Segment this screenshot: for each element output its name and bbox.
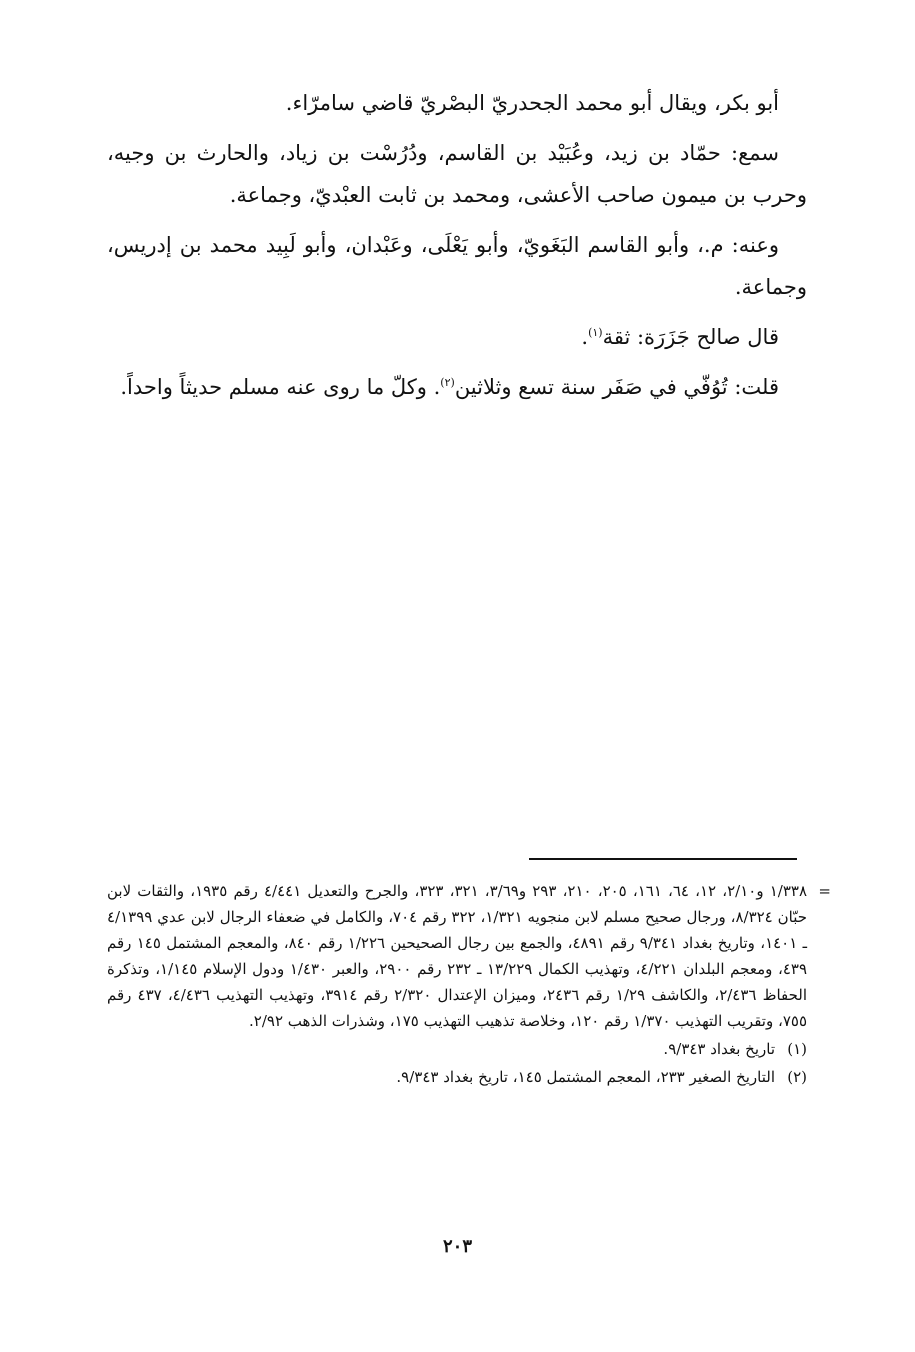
continuation-text: ١/٣٣٨ و٢/١٠، ١٢، ٦٤، ١٦١، ٢٠٥، ٢١٠، ٢٩٣ و٣/٦٩، ٣٢١، ٣٢٣، والجرح والتعديل ٤/٤٤١ رقم ١٩٣٥، والثقات لابن حبّان ٨/٣٢٤، ورجال صحيح مسلم لابن منجويه ١/٣٢١، ٣٢٢ رقم ٧٠٤، والكامل في ضعفاء الرجال لابن عدي ٤/١٣٩٩ ـ ١٤٠١، وتاريخ بغداد ٩/٣٤١ رقم ٤٨٩١، والجمع بين رجال الصحيحين ١/٢٢٦ رقم ٨٤٠، والمعجم المشتمل ١٤٥ رقم ٤٣٩، ومعجم البلدان ٤/٢٢١، وتهذيب الكمال ١٣/٢٢٩ ـ ٢٣٢ رقم ٢٩٠٠، والعبر ١/٤٣٠ ودول الإسلام ١/١٤٥، وتذكرة الحفاظ ٢/٤٣٦، والكاشف ١/٢٩ رقم ٢٤٣٦، وميزان الإعتدال ٢/٣٢٠ رقم ٣٩١٤، وتهذيب التهذيب ٤/٤٣٦، ٤٣٧ رقم ٧٥٥، وتقريب التهذيب ١/٣٧٠ رقم ١٢٠، وخلاصة تذهيب التهذيب ١٧٥، وشذرات الذهب ٢/٩٢.	[107, 882, 808, 1030]
footnotes	[107, 878, 831, 1090]
main-text	[107, 82, 807, 416]
footnote-2	[107, 1064, 807, 1090]
footnote-ref-1: (١)	[588, 326, 603, 339]
footnote-text: تاريخ بغداد ٩/٣٤٣.	[663, 1040, 775, 1058]
footnote-1	[107, 1036, 807, 1062]
paragraph-death	[107, 366, 807, 408]
footnote-ref-2: (٢)	[440, 376, 455, 389]
grading-end: .	[581, 325, 589, 349]
paragraph-grading	[107, 316, 807, 358]
footnote-number: (٢)	[787, 1068, 807, 1086]
paragraph-kunya: أبو بكر، ويقال أبو محمد الجحدريّ البصْريّ قاضي سامرّاء.	[285, 91, 779, 115]
continuation-marker: =	[818, 882, 831, 900]
footnote-separator	[529, 858, 797, 860]
footnote-continuation	[107, 878, 831, 1034]
footnote-number: (١)	[787, 1040, 807, 1058]
death-text: قلت: تُوُفّي في صَفَر سنة تسع وثلاثين	[454, 375, 779, 399]
page-number: ٢٠٣	[442, 1236, 472, 1257]
death-end: . وكلّ ما روى عنه مسلم حديثاً واحداً.	[120, 375, 441, 399]
grading-text: قال صالح جَزَرَة: ثقة	[602, 325, 779, 349]
paragraph-students: وعنه: م.، وأبو القاسم البَغَويّ، وأبو يَعْلَى، وعَبْدان، وأبو لَبِيد محمد بن إدريس، وجماعة.	[107, 233, 807, 299]
paragraph-teachers: سمع: حمّاد بن زيد، وعُبَيْد بن القاسم، ودُرُسْت بن زياد، والحارث بن وجيه، وحرب بن ميمون صاحب الأعشى، ومحمد بن ثابت العبْديّ، وجماعة.	[107, 141, 807, 207]
footnote-text: التاريخ الصغير ٢٣٣، المعجم المشتمل ١٤٥، تاريخ بغداد ٩/٣٤٣.	[396, 1068, 775, 1086]
